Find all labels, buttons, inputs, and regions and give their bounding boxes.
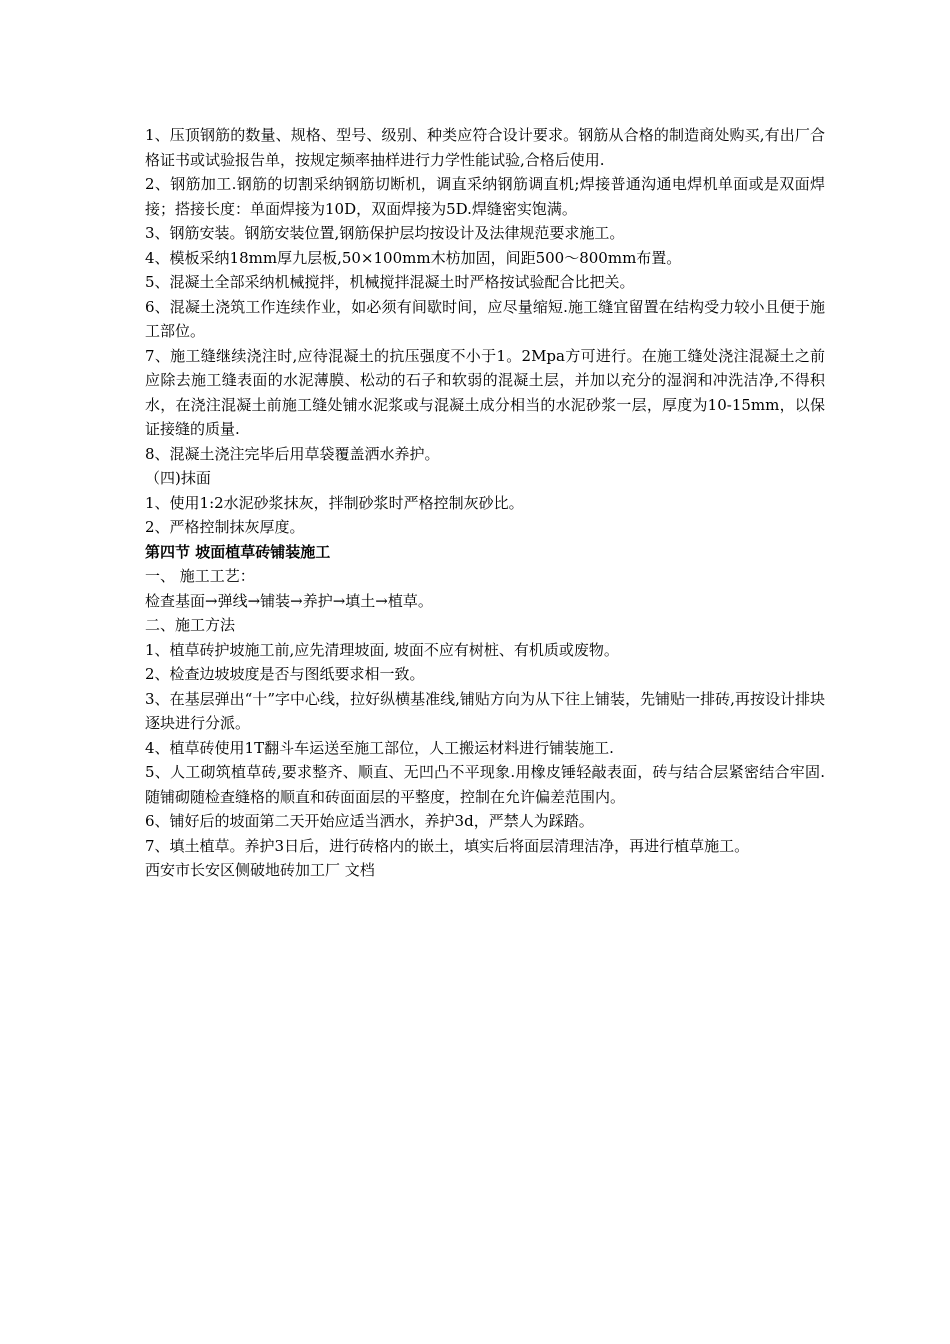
paragraph: 1、压顶钢筋的数量、规格、型号、级别、种类应符合设计要求。钢筋从合格的制造商处购买,有出厂合格证书或试验报告单，按规定频率抽样进行力学性能试验,合格后使用. — [145, 126, 825, 169]
paragraph: 7、施工缝继续浇注时,应待混凝土的抗压强度不小于1。2Mpa方可进行。在施工缝处浇注混凝土之前应除去施工缝表面的水泥薄膜、松动的石子和软弱的混凝土层，并加以充分的湿润和冲洗洁净,不得积水，在浇注混凝土前施工缝处铺水泥浆或与混凝土成分相当的水泥砂浆一层，厚度为10-15mm，以保证接缝的质量. — [145, 346, 825, 438]
paragraph: 西安市长安区侧破地砖加工厂 文档 — [145, 861, 375, 879]
paragraph: 8、混凝土浇注完毕后用草袋覆盖洒水养护。 — [145, 444, 440, 463]
paragraph: 2、严格控制抹灰厚度。 — [145, 518, 305, 536]
paragraph: 1、植草砖护坡施工前,应先清理坡面, 坡面不应有树桩、有机质或废物。 — [145, 640, 619, 659]
paragraph: 4、模板采纳18mm厚九层板,50×100mm木枋加固，间距500～800mm布置。 — [145, 248, 682, 267]
section-heading: 第四节 坡面植草砖铺装施工 — [145, 542, 331, 561]
paragraph: 2、检查边坡坡度是否与图纸要求相一致。 — [145, 665, 425, 683]
paragraph: 5、人工砌筑植草砖,要求整齐、顺直、无凹凸不平现象.用橡皮锤轻敲表面，砖与结合层紧密结合牢固.随铺砌随检查缝格的顺直和砖面面层的平整度，控制在允许偏差范围内。 — [145, 763, 825, 806]
paragraph: 4、植草砖使用1T翻斗车运送至施工部位，人工搬运材料进行铺装施工. — [145, 738, 614, 757]
paragraph: 7、填土植草。养护3日后，进行砖格内的嵌土，填实后将面层清理洁净，再进行植草施工。 — [145, 836, 750, 855]
paragraph: 3、在基层弹出“十”字中心线，拉好纵横基准线,铺贴方向为从下往上铺装，先铺贴一排砖,再按设计排块逐块进行分派。 — [145, 689, 825, 732]
paragraph: 5、混凝土全部采纳机械搅拌，机械搅拌混凝土时严格按试验配合比把关。 — [145, 273, 635, 291]
paragraph: 检查基面→弹线→铺装→养护→填土→植草。 — [145, 591, 433, 610]
paragraph: 6、铺好后的坡面第二天开始应适当洒水，养护3d，严禁人为踩踏。 — [145, 812, 594, 830]
paragraph: 1、使用1:2水泥砂浆抹灰，拌制砂浆时严格控制灰砂比。 — [145, 493, 524, 512]
paragraph: 6、混凝土浇筑工作连续作业，如必须有间歇时间，应尽量缩短.施工缝宜留置在结构受力较小且便于施工部位。 — [145, 297, 825, 340]
paragraph: 二、施工方法 — [145, 616, 236, 634]
document-body — [145, 123, 825, 883]
paragraph: 3、钢筋安装。钢筋安装位置,钢筋保护层均按设计及法律规范要求施工。 — [145, 224, 625, 242]
paragraph: 2、钢筋加工.钢筋的切割采纳钢筋切断机，调直采纳钢筋调直机;焊接普通沟通电焊机单面或是双面焊接；搭接长度：单面焊接为10D，双面焊接为5D.焊缝密实饱满。 — [145, 175, 825, 218]
paragraph: 一、 施工工艺： — [145, 567, 255, 585]
paragraph: （四)抹面 — [145, 469, 211, 487]
